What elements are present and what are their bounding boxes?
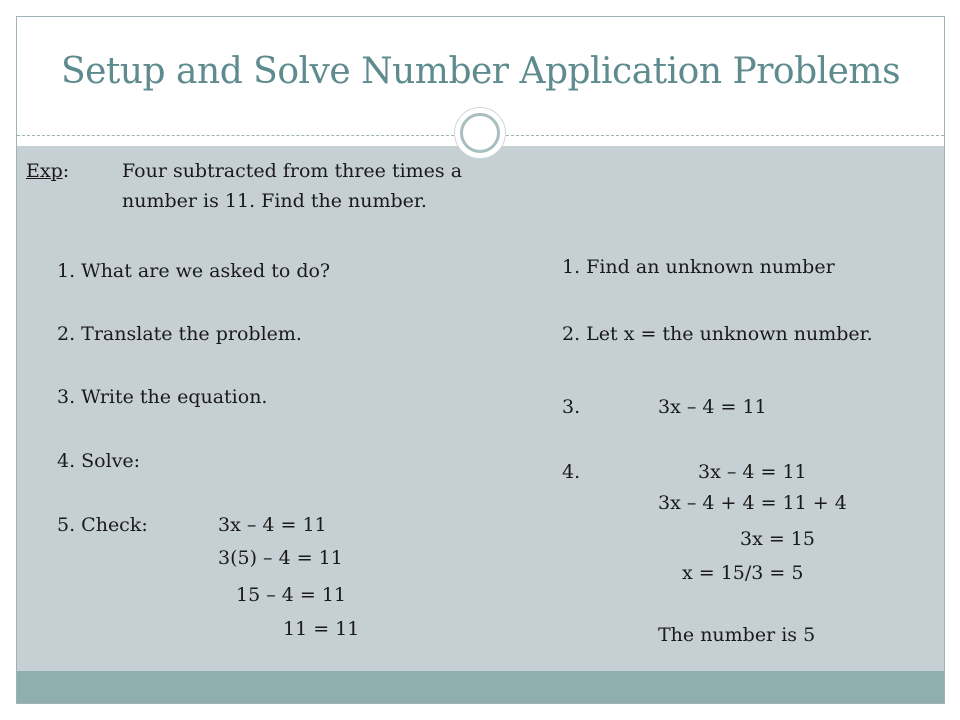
step-3: 3. Write the equation. <box>57 386 268 408</box>
check-line-1: 3x – 4 = 11 <box>218 514 327 536</box>
solve-line-1: 3x – 4 = 11 <box>698 461 807 483</box>
example-colon: : <box>62 160 70 182</box>
divider-right <box>506 135 944 136</box>
circle-ornament-icon <box>454 107 506 159</box>
solve-line-3: 3x = 15 <box>740 528 815 550</box>
slide-title: Setup and Solve Number Application Problems <box>60 51 901 92</box>
check-line-3: 15 – 4 = 11 <box>236 584 347 606</box>
answer-3-number: 3. <box>562 396 581 418</box>
check-line-2: 3(5) – 4 = 11 <box>218 547 343 569</box>
example-label-group <box>26 160 69 183</box>
answer-2: 2. Let x = the unknown number. <box>562 323 873 345</box>
check-line-4: 11 = 11 <box>283 618 360 640</box>
solve-line-4: x = 15/3 = 5 <box>682 562 804 584</box>
example-label: Exp <box>26 160 63 182</box>
example-line-1: Four subtracted from three times a <box>122 160 463 182</box>
step-1: 1. What are we asked to do? <box>57 260 331 282</box>
step-2: 2. Translate the problem. <box>57 323 302 345</box>
slide <box>16 16 945 704</box>
solve-line-2: 3x – 4 + 4 = 11 + 4 <box>658 492 847 514</box>
footer-bar <box>17 671 944 703</box>
step-4: 4. Solve: <box>57 450 141 472</box>
answer-4-number: 4. <box>562 461 581 483</box>
answer-3-equation: 3x – 4 = 11 <box>658 396 767 418</box>
divider-left <box>17 135 454 136</box>
step-5: 5. Check: <box>57 514 148 536</box>
conclusion: The number is 5 <box>658 624 816 646</box>
example-line-2: number is 11. Find the number. <box>122 190 427 212</box>
answer-1: 1. Find an unknown number <box>562 256 835 278</box>
